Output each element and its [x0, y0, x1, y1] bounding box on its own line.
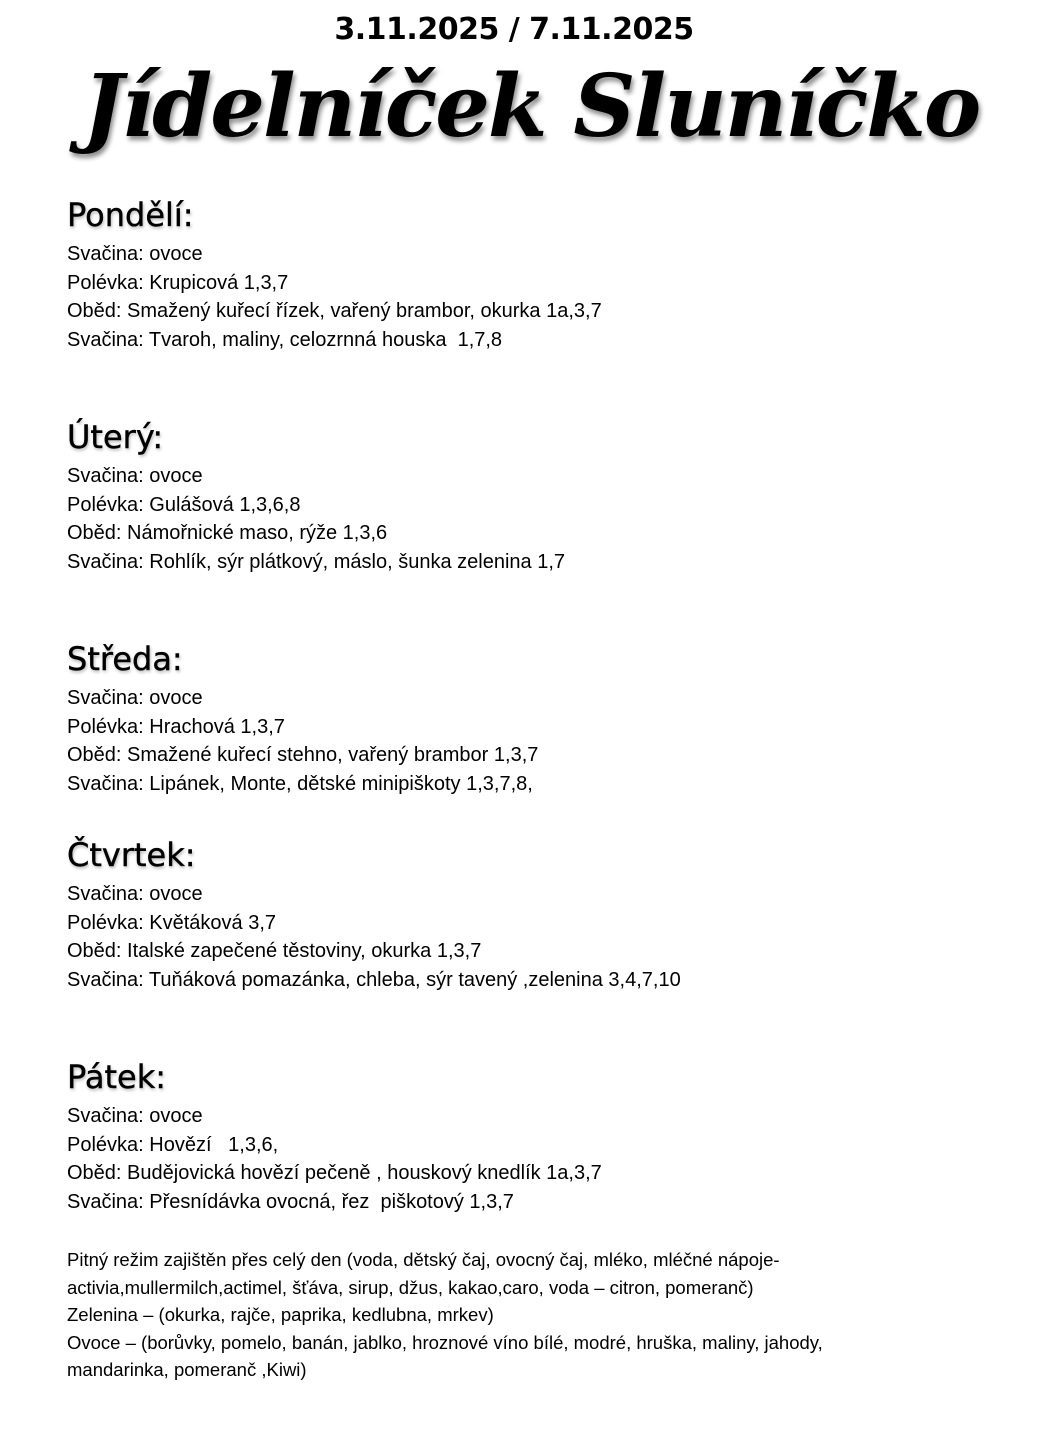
meal-line: Svačina: ovoce: [67, 243, 203, 265]
meal-line: Oběd: Smažený kuřecí řízek, vařený brambor, okurka 1a,3,7: [67, 300, 602, 322]
meal-line: Svačina: ovoce: [67, 465, 203, 487]
meal-line: Svačina: Lipánek, Monte, dětské minipiškoty 1,3,7,8,: [67, 772, 533, 795]
meal-line: Oběd: Smažené kuřecí stehno, vařený brambor 1,3,7: [67, 744, 539, 766]
meal-line: Polévka: Krupicová 1,3,7: [67, 271, 289, 294]
meal-line: Polévka: Gulášová 1,3,6,8: [67, 493, 301, 516]
meal-line: Oběd: Budějovická hovězí pečeně , houskový knedlík 1a,3,7: [67, 1162, 602, 1184]
note-line: Ovoce – (borůvky, pomelo, banán, jablko, hroznové víno bílé, modré, hruška, maliny, jahody,: [67, 1331, 823, 1353]
note-line: mandarinka, pomeranč ,Kiwi): [67, 1359, 307, 1380]
day-heading: Úterý:: [67, 418, 164, 456]
meal-line: Polévka: Hovězí 1,3,6,: [67, 1133, 279, 1156]
meal-line: Svačina: Rohlík, sýr plátkový, máslo, šunka zelenina 1,7: [67, 550, 566, 573]
meal-line: Oběd: Námořnické maso, rýže 1,3,6: [67, 522, 388, 544]
meal-line: Svačina: Přesnídávka ovocná, řez piškotový 1,3,7: [67, 1190, 514, 1213]
note-line: Zelenina – (okurka, rajče, paprika, kedlubna, mrkev): [67, 1304, 494, 1325]
day-heading: Čtvrtek:: [67, 836, 196, 874]
notes-section: [67, 1246, 967, 1384]
day-section-monday: [67, 194, 1007, 354]
meal-line: Svačina: ovoce: [67, 687, 203, 709]
day-heading: Středa:: [67, 640, 183, 678]
meal-line: Oběd: Italské zapečené těstoviny, okurka 1,3,7: [67, 940, 482, 962]
note-line: activia,mullermilch,actimel, šťáva, sirup, džus, kakao,caro, voda – citron, pomeranč): [67, 1276, 754, 1298]
date-range: 3.11.2025 / 7.11.2025: [334, 12, 694, 47]
meal-line: Svačina: Tvaroh, maliny, celozrnná houska 1,7,8: [67, 328, 503, 351]
meal-line: Svačina: ovoce: [67, 1105, 203, 1127]
meal-line: Polévka: Hrachová 1,3,7: [67, 715, 285, 738]
meal-line: Svačina: ovoce: [67, 883, 203, 905]
day-heading: Pátek:: [67, 1058, 167, 1096]
day-section-wednesday: [67, 638, 1007, 798]
day-section-thursday: [67, 834, 1007, 994]
note-line: Pitný režim zajištěn přes celý den (voda, dětský čaj, ovocný čaj, mléko, mléčné nápoje-: [67, 1249, 780, 1270]
meal-line: Svačina: Tuňáková pomazánka, chleba, sýr tavený ,zelenina 3,4,7,10: [67, 968, 681, 991]
menu-title: Jídelníček Sluníčko: [82, 56, 980, 157]
day-section-friday: [67, 1056, 1007, 1216]
day-heading: Pondělí:: [67, 196, 194, 234]
meal-line: Polévka: Květáková 3,7: [67, 911, 277, 934]
day-section-tuesday: [67, 416, 1007, 576]
